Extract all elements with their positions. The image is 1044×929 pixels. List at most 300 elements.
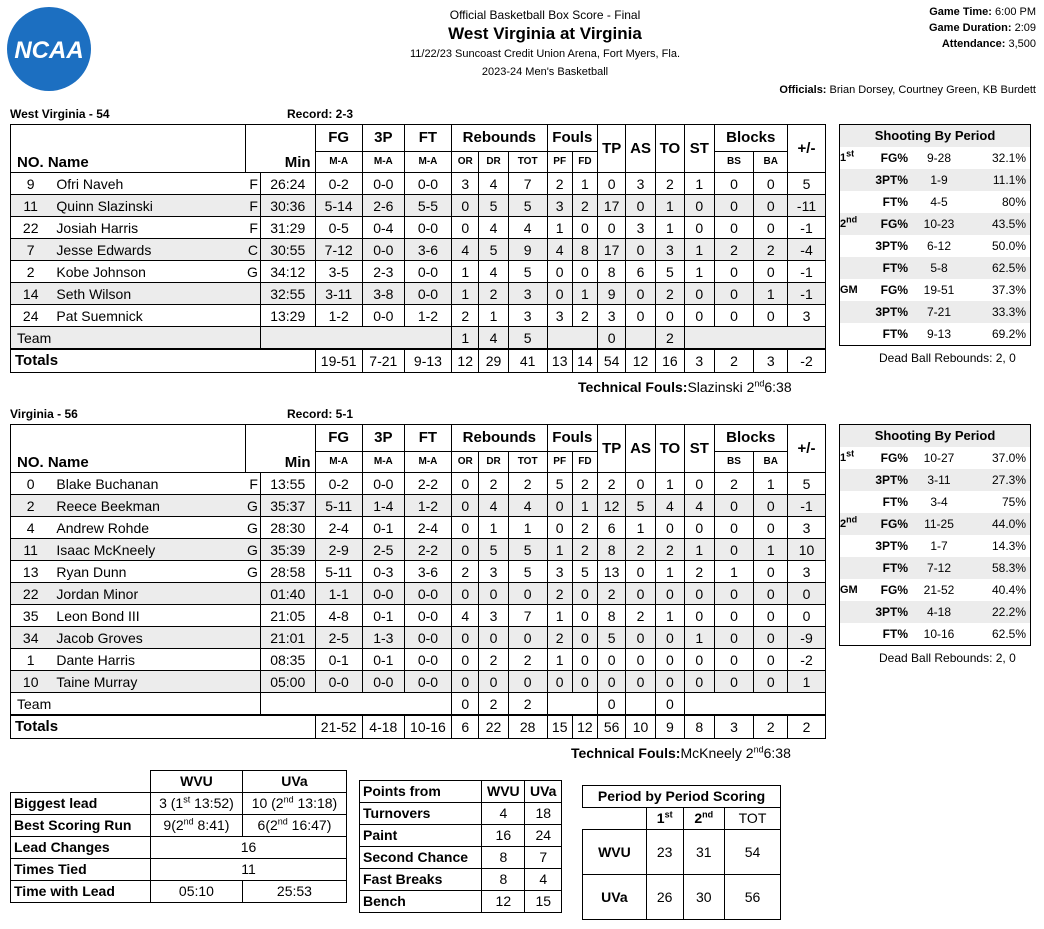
- stat-tot: 4: [508, 217, 547, 239]
- subheader-ba: BA: [754, 152, 788, 173]
- team-or: 0: [452, 693, 479, 716]
- stat-or: 0: [452, 473, 479, 495]
- team-heading-wvu: West Virginia - 54: [10, 107, 110, 121]
- player-row: [11, 561, 826, 583]
- stat-tot: 0: [508, 583, 547, 605]
- col-wvu: WVU: [150, 771, 242, 793]
- sbp-row: [840, 279, 1030, 301]
- sbp-pct: 50.0%: [991, 239, 1026, 253]
- stat-dr: 3: [479, 561, 508, 583]
- player-number: 0: [11, 473, 51, 495]
- col-wvu: WVU: [482, 781, 525, 803]
- stat-min: 08:35: [260, 649, 315, 671]
- stat-to: 0: [655, 627, 684, 649]
- team-to: 0: [655, 693, 684, 716]
- period-1st: 1st: [646, 808, 683, 830]
- stat-bs: 0: [714, 195, 754, 217]
- total-tp: 56: [598, 715, 626, 739]
- stat-ft: 0-0: [404, 217, 451, 239]
- total-ba: 3: [754, 349, 788, 373]
- stat-ft: 3-6: [404, 239, 451, 261]
- player-number: 11: [11, 539, 51, 561]
- sbp-title: Shooting By Period: [840, 425, 1030, 447]
- stat-to: 0: [655, 517, 684, 539]
- total-dr: 29: [479, 349, 508, 373]
- player-position: F: [246, 473, 261, 495]
- stat-tot: 9: [508, 239, 547, 261]
- lead-changes-label: Lead Changes: [11, 837, 151, 859]
- stat-or: 1: [452, 283, 479, 305]
- player-position: F: [246, 217, 261, 239]
- stat-3p: 0-0: [362, 239, 404, 261]
- stat-as: 2: [626, 539, 655, 561]
- totals-label: Totals: [11, 349, 316, 373]
- stat-fd: 0: [572, 627, 597, 649]
- subheader-dr: DR: [479, 152, 508, 173]
- stat-3p: 2-5: [362, 539, 404, 561]
- player-row: [11, 283, 826, 305]
- stat-dr: 0: [479, 627, 508, 649]
- subheader-fd: FD: [572, 452, 597, 473]
- stat-ft: 0-0: [404, 283, 451, 305]
- stat-fg: 0-2: [315, 173, 362, 195]
- stat-plus-minus: -1: [788, 217, 826, 239]
- stat-to: 1: [655, 217, 684, 239]
- sbp-row: [840, 623, 1030, 645]
- stat-bs: 0: [714, 539, 754, 561]
- player-name: Jordan Minor: [50, 583, 245, 605]
- subheader-ma: M-A: [404, 152, 451, 173]
- sbp-stat: 3PT%: [875, 173, 908, 187]
- stat-tp: 9: [598, 283, 626, 305]
- sbp-stat: 3PT%: [875, 539, 908, 553]
- biggest-lead-label: Biggest lead: [11, 793, 151, 815]
- points-wvu: 12: [482, 891, 525, 913]
- points-from-label: Second Chance: [360, 847, 482, 869]
- sbp-row: [840, 513, 1030, 535]
- header-ft: FT: [404, 125, 451, 152]
- stat-pf: 0: [547, 283, 572, 305]
- sbp-made-att: 9-28: [926, 151, 952, 165]
- technical-fouls-wvu: Technical Fouls:Slazinski 2nd6:38: [578, 378, 792, 395]
- stat-plus-minus: 3: [788, 305, 826, 327]
- stat-plus-minus: -1: [788, 261, 826, 283]
- officials: Officials: Brian Dorsey, Courtney Green, KB Burdett: [779, 84, 1036, 96]
- period-score-tot: 56: [725, 875, 781, 920]
- stat-bs: 0: [714, 671, 754, 693]
- stat-to: 0: [655, 671, 684, 693]
- sbp-stat: FG%: [880, 451, 908, 465]
- stat-fg: 2-5: [315, 627, 362, 649]
- stat-pf: 4: [547, 239, 572, 261]
- stat-st: 2: [685, 561, 714, 583]
- stat-pf: 1: [547, 217, 572, 239]
- subheader-pf: PF: [547, 452, 572, 473]
- header-st: ST: [685, 425, 714, 473]
- stat-as: 1: [626, 517, 655, 539]
- stat-3p: 0-0: [362, 473, 404, 495]
- stat-to: 4: [655, 495, 684, 517]
- points-uva: 4: [525, 869, 562, 891]
- stat-st: 0: [685, 473, 714, 495]
- sbp-made-att: 11-25: [924, 517, 954, 531]
- stat-to: 2: [655, 283, 684, 305]
- sbp-pct: 27.3%: [991, 473, 1026, 487]
- stat-as: 3: [626, 173, 655, 195]
- stat-ft: 2-4: [404, 517, 451, 539]
- sbp-stat: FT%: [882, 195, 908, 209]
- stat-bs: 0: [714, 305, 754, 327]
- stat-dr: 1: [479, 305, 508, 327]
- team-record-wvu: Record: 2-3: [287, 107, 354, 121]
- stat-min: 30:55: [260, 239, 315, 261]
- stat-bs: 0: [714, 495, 754, 517]
- points-uva: 18: [525, 803, 562, 825]
- sbp-row: [840, 491, 1030, 513]
- player-name: Dante Harris: [50, 649, 245, 671]
- player-name: Quinn Slazinski: [50, 195, 245, 217]
- stat-dr: 2: [479, 649, 508, 671]
- stat-bs: 0: [714, 173, 754, 195]
- stat-ba: 0: [754, 627, 788, 649]
- player-row: [11, 583, 826, 605]
- player-name: Blake Buchanan: [50, 473, 245, 495]
- player-number: 4: [11, 517, 51, 539]
- stat-as: 0: [626, 671, 655, 693]
- stat-st: 0: [685, 305, 714, 327]
- player-row: [11, 239, 826, 261]
- stat-3p: 0-1: [362, 649, 404, 671]
- sbp-period: [840, 191, 868, 213]
- player-position: [246, 605, 261, 627]
- team-label: Team: [11, 693, 261, 716]
- stat-bs: 0: [714, 649, 754, 671]
- stat-tp: 12: [598, 495, 626, 517]
- team-tot: 5: [508, 327, 547, 350]
- stat-as: 0: [626, 283, 655, 305]
- sbp-row: [840, 557, 1030, 579]
- stat-or: 2: [452, 305, 479, 327]
- player-position: [246, 671, 261, 693]
- sbp-stat: 3PT%: [875, 239, 908, 253]
- stat-fg: 0-5: [315, 217, 362, 239]
- sbp-period: [840, 301, 868, 323]
- stat-tp: 13: [598, 561, 626, 583]
- box-score-table-wvu: [10, 124, 826, 373]
- stat-3p: 2-3: [362, 261, 404, 283]
- player-position: [246, 283, 261, 305]
- stat-tot: 7: [508, 173, 547, 195]
- stat-pf: 0: [547, 495, 572, 517]
- stat-fd: 2: [572, 195, 597, 217]
- stat-st: 0: [685, 517, 714, 539]
- sbp-period: [840, 601, 868, 623]
- stat-to: 2: [655, 173, 684, 195]
- player-number: 10: [11, 671, 51, 693]
- sbp-row: [840, 535, 1030, 557]
- header-tp: TP: [598, 125, 626, 173]
- totals-row: [11, 349, 826, 373]
- stat-tp: 17: [598, 195, 626, 217]
- stat-pf: 2: [547, 627, 572, 649]
- col-uva: UVa: [525, 781, 562, 803]
- team-label: Team: [11, 327, 261, 350]
- sbp-title: Shooting By Period: [840, 125, 1030, 147]
- stat-min: 28:30: [260, 517, 315, 539]
- player-row: [11, 649, 826, 671]
- header-no-name: NO. Name: [11, 125, 246, 173]
- total-pf: 13: [547, 349, 572, 373]
- total-3p: 4-18: [362, 715, 404, 739]
- stat-tp: 0: [598, 671, 626, 693]
- stat-as: 0: [626, 239, 655, 261]
- stat-ft: 0-0: [404, 583, 451, 605]
- stat-3p: 0-0: [362, 671, 404, 693]
- sbp-made-att: 19-51: [923, 283, 955, 297]
- player-position: [246, 627, 261, 649]
- stat-3p: 1-3: [362, 627, 404, 649]
- sbp-row: [840, 323, 1030, 345]
- sbp-made-att: 9-13: [926, 327, 952, 341]
- ncaa-logo: [6, 6, 92, 92]
- stat-fd: 2: [572, 539, 597, 561]
- stat-bs: 1: [714, 561, 754, 583]
- player-row: [11, 627, 826, 649]
- sbp-made-att: 7-21: [926, 305, 952, 319]
- technical-fouls-uva: Technical Fouls:McKneely 2nd6:38: [571, 744, 791, 761]
- stat-or: 2: [452, 561, 479, 583]
- stat-bs: 0: [714, 605, 754, 627]
- sbp-period: [840, 469, 868, 491]
- player-position: G: [246, 517, 261, 539]
- sbp-stat: 3PT%: [875, 305, 908, 319]
- team-to: 2: [655, 327, 684, 350]
- stat-to: 0: [655, 583, 684, 605]
- stat-tot: 5: [508, 561, 547, 583]
- sbp-pct: 62.5%: [991, 261, 1026, 275]
- box-score-table-uva: [10, 424, 826, 739]
- stat-pf: 2: [547, 173, 572, 195]
- stat-as: 0: [626, 627, 655, 649]
- total-as: 10: [626, 715, 655, 739]
- header-ft: FT: [404, 425, 451, 452]
- player-name: Ofri Naveh: [50, 173, 245, 195]
- period-team: WVU: [583, 830, 647, 875]
- stat-min: 34:12: [260, 261, 315, 283]
- player-number: 24: [11, 305, 51, 327]
- game-location: 11/22/23 Suncoast Credit Union Arena, Fort Myers, Fla.: [409, 48, 681, 60]
- stat-ba: 0: [754, 495, 788, 517]
- points-from-row: [360, 803, 562, 825]
- stat-fd: 2: [572, 305, 597, 327]
- sbp-made-att: 5-8: [930, 261, 948, 275]
- total-ba: 2: [754, 715, 788, 739]
- player-number: 11: [11, 195, 51, 217]
- team-heading-uva: Virginia - 56: [10, 407, 78, 421]
- stat-fd: 1: [572, 173, 597, 195]
- stat-dr: 5: [479, 195, 508, 217]
- stat-tot: 2: [508, 649, 547, 671]
- stat-plus-minus: -4: [788, 239, 826, 261]
- period-score-1: 23: [646, 830, 683, 875]
- stat-ba: 0: [754, 583, 788, 605]
- stat-tp: 6: [598, 517, 626, 539]
- period-row: [583, 875, 781, 920]
- sbp-period: [840, 623, 868, 645]
- stat-to: 0: [655, 305, 684, 327]
- points-from-label: Fast Breaks: [360, 869, 482, 891]
- points-wvu: 4: [482, 803, 525, 825]
- dead-ball-rebounds-wvu: Dead Ball Rebounds: 2, 0: [879, 351, 1016, 365]
- sbp-pct: 40.4%: [991, 583, 1026, 597]
- sbp-pct: 69.2%: [991, 327, 1026, 341]
- stat-as: 0: [626, 473, 655, 495]
- stat-bs: 0: [714, 583, 754, 605]
- stat-st: 0: [685, 605, 714, 627]
- player-row: [11, 495, 826, 517]
- header-to: TO: [655, 125, 684, 173]
- total-fd: 14: [572, 349, 597, 373]
- stat-tp: 8: [598, 261, 626, 283]
- stat-dr: 4: [479, 217, 508, 239]
- period-score-tot: 54: [725, 830, 781, 875]
- stat-3p: 0-1: [362, 605, 404, 627]
- stat-ft: 1-2: [404, 305, 451, 327]
- total-fd: 12: [572, 715, 597, 739]
- stat-plus-minus: -1: [788, 495, 826, 517]
- stat-bs: 2: [714, 239, 754, 261]
- sbp-row: [840, 301, 1030, 323]
- stat-fg: 0-1: [315, 649, 362, 671]
- points-wvu: 16: [482, 825, 525, 847]
- points-from-row: [360, 847, 562, 869]
- subheader-fd: FD: [572, 152, 597, 173]
- stat-ft: 0-0: [404, 649, 451, 671]
- total-ft: 10-16: [404, 715, 451, 739]
- total-to: 16: [655, 349, 684, 373]
- stat-or: 1: [452, 261, 479, 283]
- stat-to: 1: [655, 195, 684, 217]
- stat-tot: 5: [508, 539, 547, 561]
- times-tied-label: Times Tied: [11, 859, 151, 881]
- stat-st: 1: [685, 627, 714, 649]
- stat-as: 6: [626, 261, 655, 283]
- sbp-made-att: 21-52: [923, 583, 955, 597]
- stat-dr: 5: [479, 539, 508, 561]
- team-tot: 2: [508, 693, 547, 716]
- header-fouls: Fouls: [547, 125, 597, 152]
- stat-tp: 3: [598, 305, 626, 327]
- stat-or: 0: [452, 627, 479, 649]
- stat-min: 21:05: [260, 605, 315, 627]
- player-position: [246, 305, 261, 327]
- stat-pf: 2: [547, 583, 572, 605]
- header-three: 3P: [362, 125, 404, 152]
- player-name: Andrew Rohde: [50, 517, 245, 539]
- stat-st: 0: [685, 649, 714, 671]
- player-number: 22: [11, 217, 51, 239]
- stat-tot: 1: [508, 517, 547, 539]
- sbp-made-att: 1-7: [930, 539, 948, 553]
- stat-ba: 1: [754, 539, 788, 561]
- points-from-title: Points from: [360, 781, 482, 803]
- col-uva: UVa: [242, 771, 346, 793]
- stat-min: 28:58: [260, 561, 315, 583]
- stat-ba: 0: [754, 195, 788, 217]
- sbp-row: [840, 579, 1030, 601]
- stat-fd: 1: [572, 283, 597, 305]
- subheader-ma: M-A: [315, 152, 362, 173]
- logo-text: NCAA: [14, 37, 84, 64]
- stat-min: 35:37: [260, 495, 315, 517]
- stat-min: 26:24: [260, 173, 315, 195]
- stat-plus-minus: 5: [788, 473, 826, 495]
- stat-to: 1: [655, 605, 684, 627]
- stat-bs: 0: [714, 261, 754, 283]
- stat-fg: 3-11: [315, 283, 362, 305]
- stat-as: 0: [626, 583, 655, 605]
- stat-tot: 5: [508, 195, 547, 217]
- stat-st: 4: [685, 495, 714, 517]
- period-team: UVa: [583, 875, 647, 920]
- sbp-made-att: 4-5: [930, 195, 948, 209]
- stat-plus-minus: 0: [788, 583, 826, 605]
- stat-fg: 3-5: [315, 261, 362, 283]
- sbp-made-att: 10-16: [923, 627, 955, 641]
- stat-pf: 0: [547, 261, 572, 283]
- shooting-by-period-wvu: [839, 124, 1031, 346]
- stat-tot: 0: [508, 627, 547, 649]
- stat-bs: 0: [714, 217, 754, 239]
- sbp-pct: 80%: [1001, 195, 1026, 209]
- player-row: [11, 539, 826, 561]
- subheader-bs: BS: [714, 152, 754, 173]
- subheader-ma: M-A: [362, 152, 404, 173]
- points-from-label: Paint: [360, 825, 482, 847]
- sbp-made-att: 3-11: [927, 473, 951, 487]
- stat-3p: 0-0: [362, 173, 404, 195]
- subheader-ma: M-A: [404, 452, 451, 473]
- player-row: [11, 473, 826, 495]
- stat-plus-minus: -1: [788, 283, 826, 305]
- stat-or: 3: [452, 173, 479, 195]
- stat-ft: 2-2: [404, 539, 451, 561]
- stat-tp: 8: [598, 605, 626, 627]
- header-fg: FG: [315, 425, 362, 452]
- sbp-period: [840, 257, 868, 279]
- period-score-1: 26: [646, 875, 683, 920]
- total-tp: 54: [598, 349, 626, 373]
- team-record-uva: Record: 5-1: [287, 407, 354, 421]
- player-row: [11, 195, 826, 217]
- stat-or: 0: [452, 195, 479, 217]
- time-lead-label: Time with Lead: [11, 881, 151, 903]
- stat-tp: 8: [598, 539, 626, 561]
- stat-fg: 0-2: [315, 473, 362, 495]
- player-name: Kobe Johnson: [50, 261, 245, 283]
- player-number: 14: [11, 283, 51, 305]
- stat-3p: 1-4: [362, 495, 404, 517]
- sbp-row: [840, 213, 1030, 235]
- sbp-pct: 11.1%: [992, 173, 1026, 187]
- report-subtitle: Official Basketball Box Score - Final: [449, 8, 641, 22]
- stat-or: 0: [452, 217, 479, 239]
- stat-or: 0: [452, 583, 479, 605]
- stat-min: 01:40: [260, 583, 315, 605]
- stat-to: 3: [655, 239, 684, 261]
- total-to: 9: [655, 715, 684, 739]
- stat-fg: 5-11: [315, 561, 362, 583]
